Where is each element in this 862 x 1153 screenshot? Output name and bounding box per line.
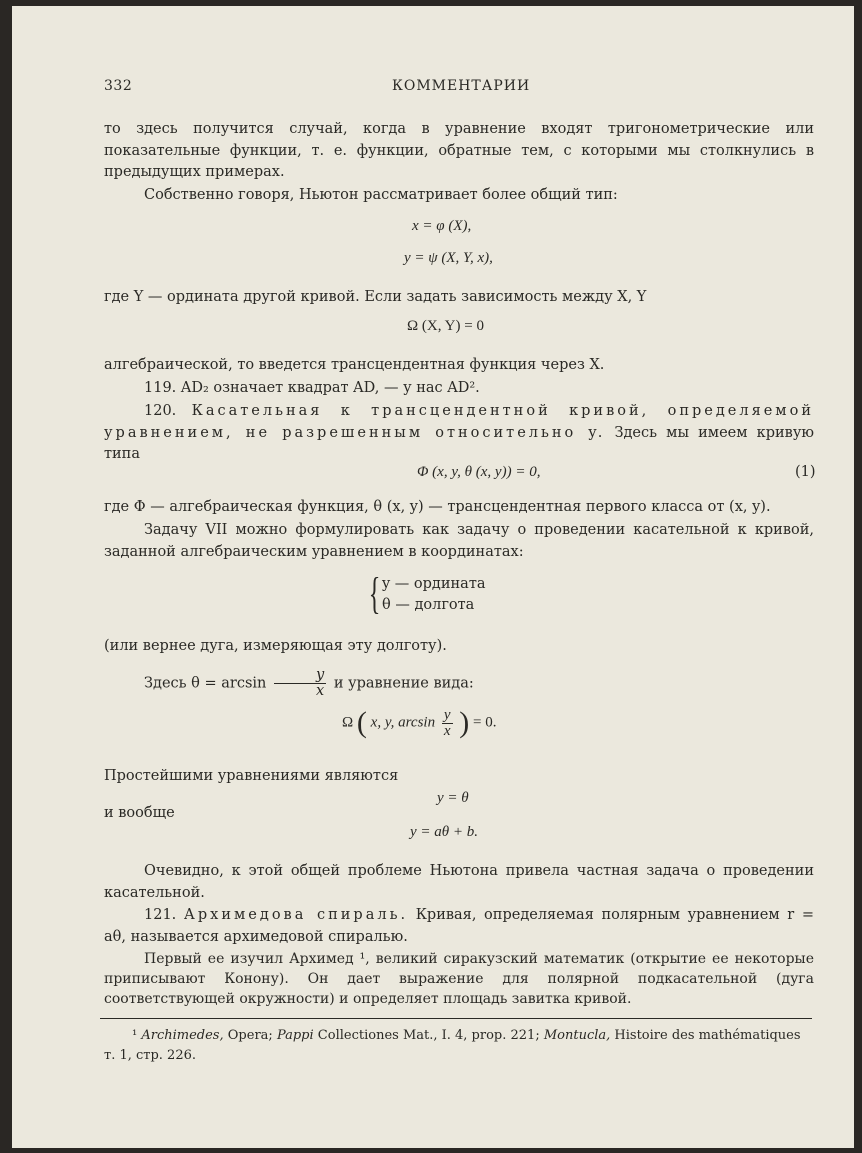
paragraph-4: алгебраической, то введется трансцендентная функция через X.: [104, 357, 605, 373]
brace-line-ordinate: y — ордината: [382, 576, 486, 592]
page-number: 332: [104, 78, 133, 94]
book-page: [12, 6, 854, 1148]
paragraph-121: [104, 905, 814, 948]
formula-omega-arcsin: Ω ( x, y, arcsin $\frac{y}{x}$ ) = 0.: [342, 706, 497, 739]
running-title: КОММЕНТАРИИ: [392, 78, 531, 94]
formula-phi: Φ (x, y, θ (x, y)) = 0,: [417, 464, 541, 480]
paragraph-119: 119. AD₂ означает квадрат AD, — у нас AD².: [144, 380, 480, 396]
section-121-title: Архимедова спираль.: [183, 907, 409, 923]
formula-omega: Ω (X, Y) = 0: [407, 318, 484, 334]
paragraph-1: то здесь получится случай, когда в уравнение входят тригонометрические или показательные функции, т. е. функции, обратные тем, с которыми мы столкнулись в предыдущих примерах.: [104, 121, 814, 180]
paragraph-7: (или вернее дуга, измеряющая эту долготу).: [104, 638, 447, 654]
section-120-title: Касательная к трансцендентной кривой, определяемой уравнением, не разрешенным относительно y.: [104, 403, 814, 441]
denominator: x: [316, 683, 325, 699]
brace-line-longitude: θ — долгота: [382, 597, 475, 613]
theta-definition: Здесь θ = arcsin: [144, 675, 267, 692]
coordinate-system: [368, 569, 486, 618]
formula-y-psi: y = ψ (X, Y, x),: [404, 250, 493, 266]
formula-x-phi: x = φ (X),: [412, 218, 472, 234]
paragraph-3: где Y — ордината другой кривой. Если задать зависимость между X, Y: [104, 289, 647, 305]
equation-number: (1): [795, 464, 816, 480]
paragraph-6: Задачу VII можно формулировать как задачу о проведении касательной к кривой, заданной алгебраическим уравнением в координатах:: [104, 522, 814, 560]
omega-symbol: Ω: [342, 714, 354, 731]
formula-y-theta: y = θ: [437, 790, 469, 806]
formula-linear: y = aθ + b.: [410, 824, 479, 840]
paragraph-5: где Φ — алгебраическая функция, θ (x, y) — трансцендентная первого класса от (x, y).: [104, 499, 771, 515]
left-brace: {: [368, 569, 381, 618]
numerator-2: y: [443, 706, 451, 723]
footnote-author-2: Pappi: [276, 1028, 314, 1043]
paragraph-8: [104, 668, 814, 699]
footnote-author-1: Archimedes,: [141, 1028, 224, 1043]
footnote-text-1: Opera;: [227, 1028, 273, 1043]
denominator-2: x: [443, 722, 451, 739]
formula-args: x, y, arcsin: [370, 714, 436, 731]
section-120-text: Здесь мы имеем кривую типа: [104, 424, 814, 462]
section-120-number: 120.: [144, 403, 177, 419]
footnote-author-3: Montucla,: [543, 1028, 611, 1043]
footnote-rule: [100, 1018, 812, 1019]
fraction-y-over-x-2: [442, 708, 453, 739]
paragraph-11: Очевидно, к этой общей проблеме Ньютона привела частная задача о проведении касательной.: [104, 863, 814, 901]
formula-equals-zero: = 0.: [473, 714, 497, 731]
footnote: [104, 1026, 814, 1066]
paragraph-9: Простейшими уравнениями являются: [104, 768, 399, 784]
paragraph-10: и вообще: [104, 805, 175, 821]
section-121-text: Кривая, определяемая полярным уравнением r = aθ, называется архимедовой спиралью.: [104, 907, 814, 945]
numerator: y: [274, 668, 326, 684]
paragraph-2: Собственно говоря, Ньютон рассматривает более общий тип:: [144, 187, 618, 203]
paragraph-120: [104, 401, 814, 466]
paragraph-12: Первый ее изучил Архимед ¹, великий сиракузский математик (открытие ее некоторые приписывают Конону). Он дает выражение для полярной подкасательной (дуга соответствующей окружности) и определяет площадь завитка кривой.: [104, 951, 814, 1007]
footnote-mark: ¹: [132, 1028, 138, 1043]
equation-intro: и уравнение вида:: [333, 675, 474, 692]
fraction-y-over-x: [274, 668, 326, 699]
footnote-text-3: Histoire des mathématiques т. 1, стр. 226.: [104, 1028, 801, 1063]
footnote-text-2: Collectiones Mat., I. 4, prop. 221;: [317, 1028, 540, 1043]
section-121-number: 121.: [144, 907, 177, 923]
